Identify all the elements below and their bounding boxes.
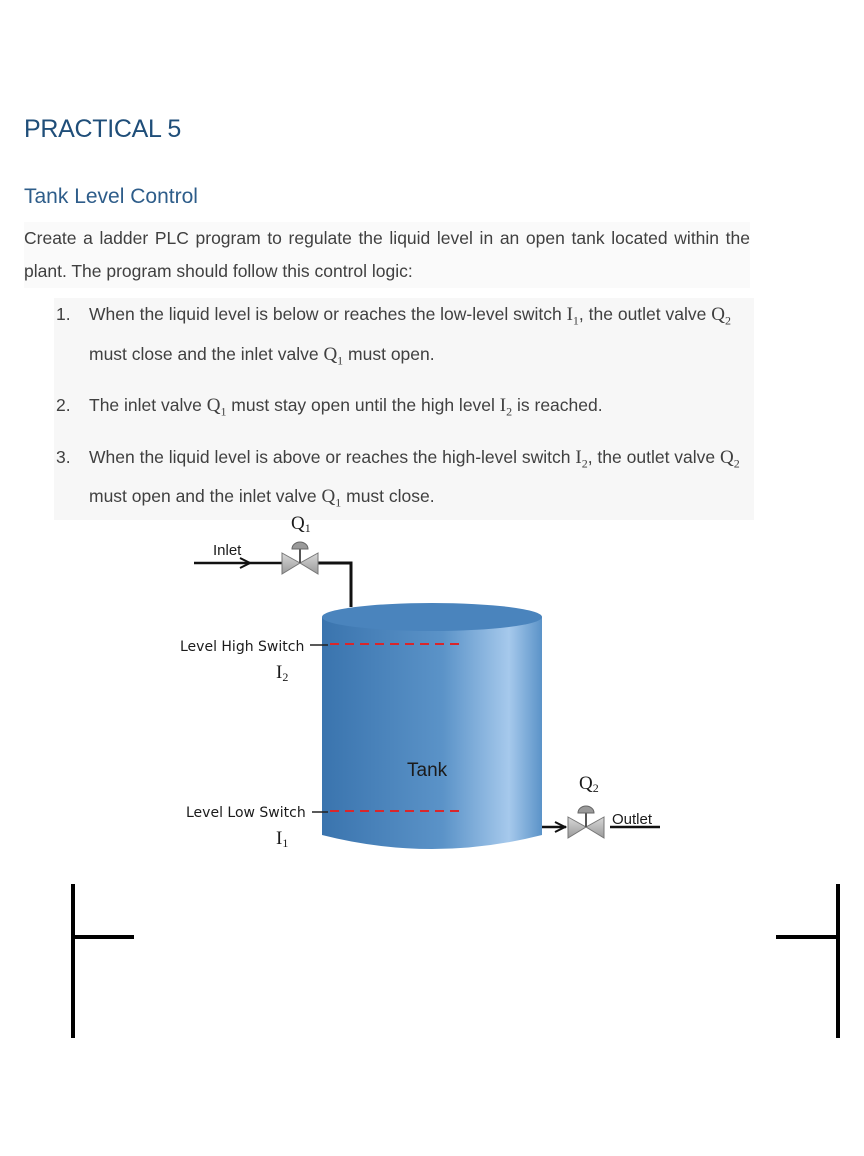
list-item [54,298,754,377]
step-text: , the outlet valve [587,446,721,467]
tank-label: Tank [407,760,448,781]
step-text: When the liquid level is above or reaches the high-level switch [89,446,576,467]
symbol-sub: 2 [733,456,740,470]
inlet-label: Inlet [213,542,242,559]
list-number: 2. [56,395,71,415]
inlet-valve-q1 [282,513,318,574]
inlet-pipe [194,542,351,607]
symbol-q: Q [720,446,734,468]
symbol-i: I [499,395,507,416]
symbol-q: Q [321,486,336,507]
intro-text: Create a ladder PLC program to regulate the liquid level in an open tank located within the plant. The program should follow this control logic: [24,228,750,281]
i1-label: I1 [276,828,289,850]
step-text: must open. [343,343,435,364]
symbol-sub: 2 [506,404,513,419]
tank-body [322,617,542,849]
tank-diagram [170,505,680,865]
section-subtitle: Tank Level Control [24,185,198,208]
right-rung-stub [776,935,838,939]
step-text: is reached. [512,395,603,415]
control-logic-list [54,298,754,520]
i2-label: I2 [276,662,289,684]
step-text: must close and the inlet valve [89,343,324,364]
tank-top [322,603,542,631]
step-text: The inlet valve [89,395,207,415]
left-power-rail [71,884,75,1038]
symbol-i: I [566,304,573,325]
step-text: must close. [341,486,435,506]
q1-label: Q1 [291,513,311,535]
step-text: When the liquid level is below or reaches the low-level switch [89,304,567,324]
symbol-sub: 1 [335,495,342,510]
list-number: 1. [56,304,71,324]
symbol-q: Q [711,304,725,325]
high-switch-label: Level High Switch [180,639,305,655]
tank [322,603,542,849]
symbol-sub: 1 [337,353,344,367]
right-power-rail [836,884,840,1038]
symbol-q: Q [206,395,221,416]
list-item [54,389,754,429]
symbol-q: Q [323,343,338,365]
symbol-i: I [575,446,582,468]
step-text: must open and the inlet valve [89,486,322,506]
step-text: must stay open until the high level [226,395,500,415]
symbol-sub: 2 [581,456,588,470]
symbol-sub: 2 [724,313,731,328]
symbol-sub: 1 [572,313,579,328]
page-title: PRACTICAL 5 [24,115,181,143]
q2-label: Q2 [579,773,599,795]
left-rung-stub [71,935,134,939]
outlet-valve-q2 [568,773,604,838]
list-number: 3. [56,446,71,467]
symbol-sub: 1 [220,404,227,419]
low-switch-label: Level Low Switch [186,805,306,821]
intro-paragraph [24,222,750,288]
outlet-label: Outlet [612,811,653,828]
step-text: , the outlet valve [578,304,712,324]
